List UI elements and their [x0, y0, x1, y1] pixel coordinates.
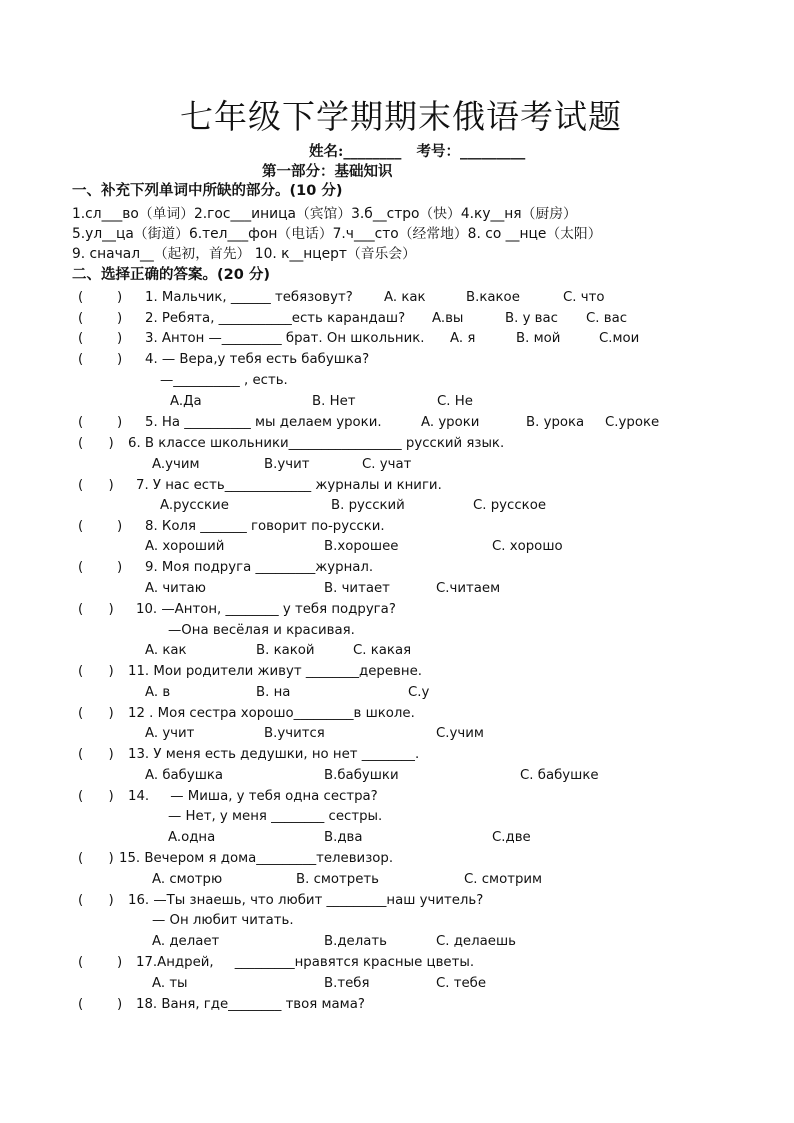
- option-a: A. как: [145, 643, 187, 658]
- option-b: B.делать: [324, 934, 387, 949]
- option-a: A. читаю: [145, 581, 206, 596]
- option-c: C. какая: [353, 643, 412, 658]
- option-c: C. тебе: [436, 976, 487, 991]
- question-stem: 11. Мои родители живут ________деревне.: [128, 664, 422, 679]
- option-a: A. я: [450, 331, 476, 346]
- option-a: A.учим: [152, 457, 200, 472]
- option-c: C.у: [408, 685, 430, 700]
- question-stem: 1. Мальчик, ______ тебязовут?: [145, 290, 353, 305]
- option-b: B. у вас: [505, 311, 558, 326]
- option-a: A. смотрю: [152, 872, 223, 887]
- question-stem: 2. Ребята, ___________есть карандаш?: [145, 311, 406, 326]
- question-stem: 16. —Ты знаешь, что любит _________наш учитель?: [128, 893, 484, 908]
- option-b: B. читает: [324, 581, 390, 596]
- option-c: C.читаем: [436, 581, 501, 596]
- option-c: C.две: [492, 830, 531, 845]
- option-a: A. уроки: [421, 415, 480, 430]
- option-c: C. учат: [362, 457, 412, 472]
- question-stem: 5. На __________ мы делаем уроки.: [145, 415, 382, 430]
- option-a: A. как: [384, 290, 426, 305]
- question-stem: 7. У нас есть_____________ журналы и книги.: [136, 478, 442, 493]
- answer-bracket: ( ): [78, 602, 114, 617]
- answer-bracket: ( ): [78, 747, 114, 762]
- option-b: B.какое: [466, 290, 520, 305]
- question-stem: 15. Вечером я дома_________телевизор.: [119, 851, 394, 866]
- part-heading: 第一部分：基础知识: [262, 163, 393, 180]
- option-b: B.бабушки: [324, 768, 399, 783]
- question-stem: 12 . Моя сестра хорошо_________в школе.: [128, 706, 415, 721]
- option-c: C.мои: [599, 331, 640, 346]
- page-title: 七年级下学期期末俄语考试题: [180, 97, 622, 136]
- question-stem: 18. Ваня, где________ твоя мама?: [136, 997, 365, 1012]
- option-a: A.одна: [168, 830, 216, 845]
- option-b: B. Нет: [312, 394, 356, 409]
- answer-bracket: ( ): [78, 893, 114, 908]
- option-a: A.вы: [432, 311, 464, 326]
- option-a: A. ты: [152, 976, 188, 991]
- answer-bracket: ( ): [78, 311, 123, 326]
- question-line2: —__________ , есть.: [160, 373, 288, 388]
- answer-bracket: ( ): [78, 290, 123, 305]
- answer-bracket: ( ): [78, 331, 123, 346]
- answer-bracket: ( ): [78, 352, 123, 367]
- section2-heading: 二、选择正确的答案。(20 分): [72, 267, 270, 283]
- option-b: B. на: [256, 685, 291, 700]
- option-c: C.уроке: [605, 415, 660, 430]
- question-stem: 14. — Миша, у тебя одна сестра?: [128, 789, 378, 804]
- option-b: B.учит: [264, 457, 310, 472]
- answer-bracket: ( ): [78, 706, 114, 721]
- question-stem: 8. Коля _______ говорит по-русски.: [145, 519, 385, 534]
- question-stem: 6. В классе школьники_________________ русский язык.: [128, 436, 505, 451]
- option-b: B. мой: [516, 331, 561, 346]
- question-stem: 17.Андрей, _________нравятся красные цветы.: [136, 955, 475, 970]
- question-stem: 10. —Антон, ________ у тебя подруга?: [136, 602, 396, 617]
- fill-in-line: 1.сл___во（单词）2.гос___иница（宾馆）3.б__стро（快）4.ку__ня（厨房）: [72, 206, 577, 222]
- option-c: C. Не: [437, 394, 473, 409]
- option-a: A. хороший: [145, 539, 225, 554]
- fill-in-line: 5.ул__ца（街道）6.тел___фон（电话）7.ч___сто（经常地）8. со __нце（太阳）: [72, 226, 602, 242]
- question-stem: 9. Моя подруга _________журнал.: [145, 560, 374, 575]
- answer-bracket: ( ): [78, 436, 114, 451]
- answer-bracket: ( ): [78, 478, 114, 493]
- question-stem: 3. Антон —_________ брат. Он школьник.: [145, 331, 425, 346]
- option-b: B. русский: [331, 498, 405, 513]
- answer-bracket: ( ): [78, 519, 123, 534]
- option-a: A. учит: [145, 726, 195, 741]
- answer-bracket: ( ): [78, 664, 114, 679]
- option-a: A. бабушка: [145, 768, 224, 783]
- option-c: C. русское: [473, 498, 547, 513]
- answer-bracket: ( ): [78, 955, 123, 970]
- question-stem: 13. У меня есть дедушки, но нет ________.: [128, 747, 420, 762]
- option-b: B. урока: [526, 415, 585, 430]
- option-c: C. делаешь: [436, 934, 516, 949]
- answer-bracket: ( ): [78, 415, 123, 430]
- answer-bracket: ( ): [78, 997, 123, 1012]
- question-line2: — Он любит читать.: [152, 913, 294, 928]
- option-b: B.тебя: [324, 976, 370, 991]
- answer-bracket: ( ): [78, 851, 114, 866]
- option-b: B.учится: [264, 726, 325, 741]
- option-c: C. смотрим: [464, 872, 543, 887]
- option-b: B. какой: [256, 643, 315, 658]
- question-stem: 4. — Вера,у тебя есть бабушка?: [145, 352, 370, 367]
- answer-bracket: ( ): [78, 789, 114, 804]
- option-b: B.два: [324, 830, 363, 845]
- option-c: C. бабушке: [520, 768, 599, 783]
- option-b: B.хорошее: [324, 539, 399, 554]
- answer-bracket: ( ): [78, 560, 123, 575]
- name-exam-number-line: 姓名:________ 考号：_________: [309, 143, 526, 160]
- option-b: B. смотреть: [296, 872, 380, 887]
- fill-in-line: 9. сначал__（起初，首先） 10. к__нцерт（音乐会）: [72, 246, 416, 262]
- option-a: A. в: [145, 685, 171, 700]
- option-c: C. вас: [586, 311, 628, 326]
- section1-heading: 一、补充下列单词中所缺的部分。(10 分): [72, 183, 343, 199]
- option-a: A. делает: [152, 934, 220, 949]
- option-a: A.русские: [160, 498, 229, 513]
- question-line2: — Нет, у меня ________ сестры.: [168, 809, 383, 824]
- option-c: C.учим: [436, 726, 484, 741]
- option-c: C. что: [563, 290, 605, 305]
- question-line2: —Она весёлая и красивая.: [168, 623, 355, 638]
- option-a: A.Да: [170, 394, 202, 409]
- option-c: C. хорошо: [492, 539, 563, 554]
